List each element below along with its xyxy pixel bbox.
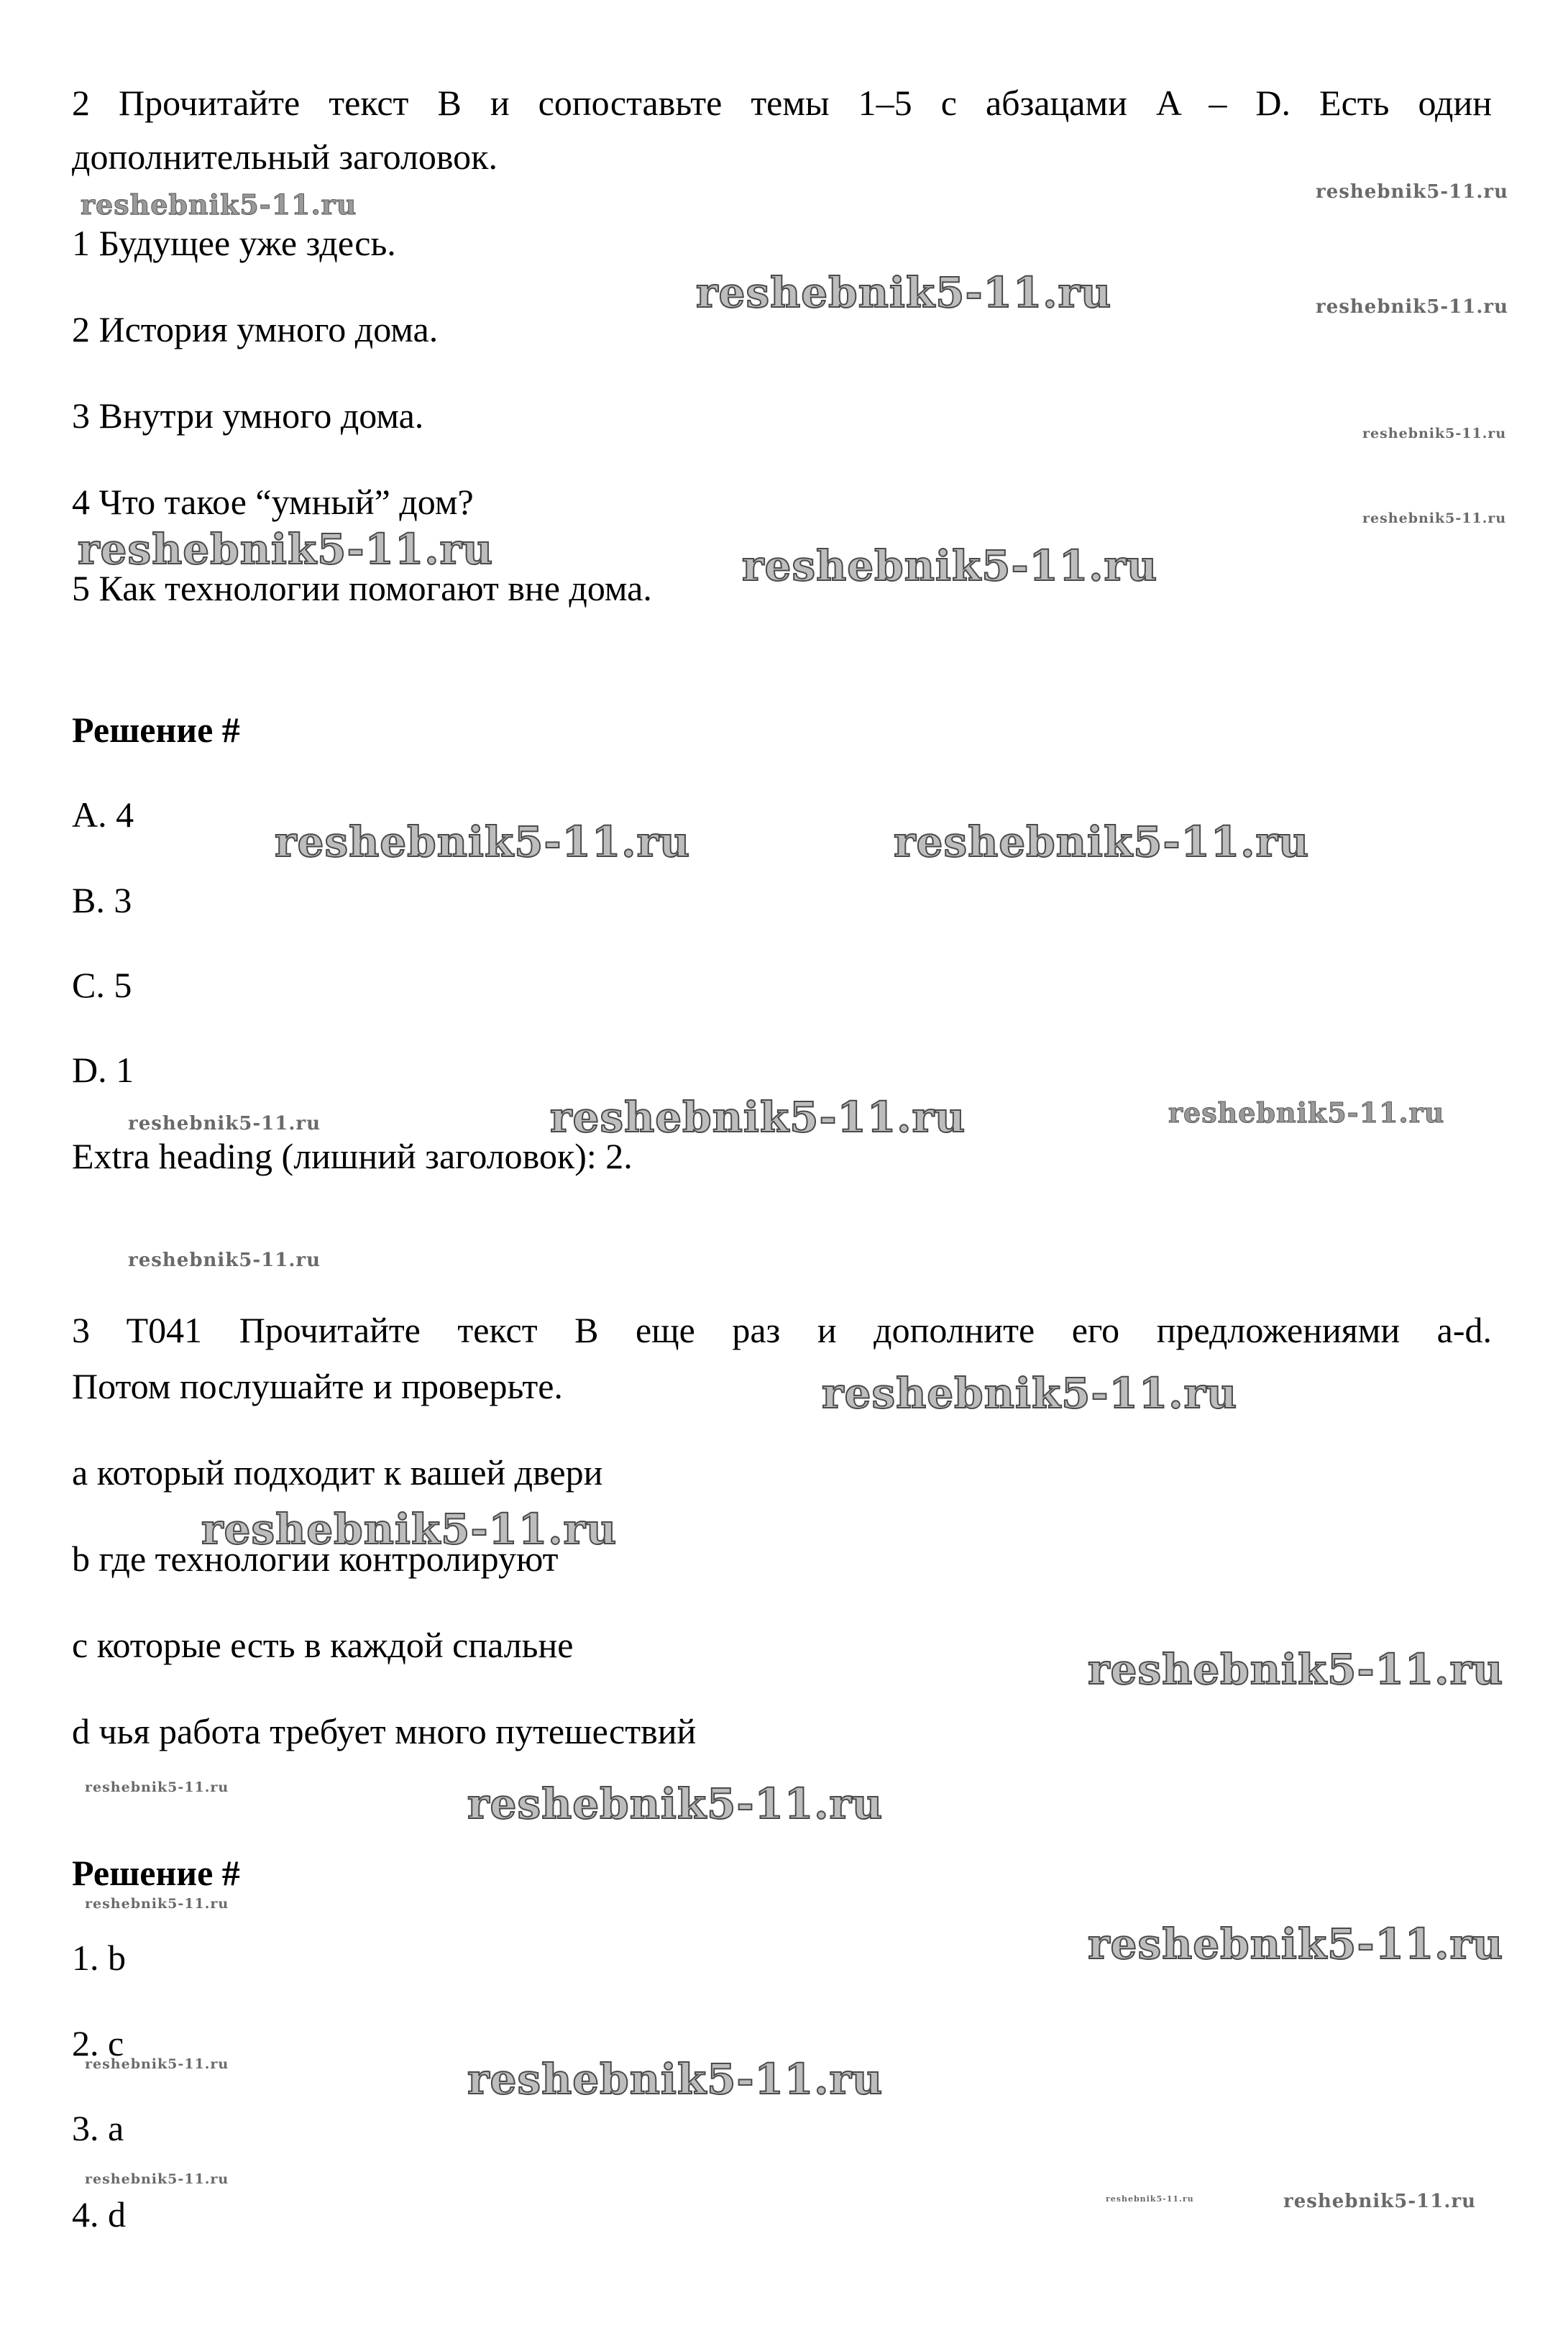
watermark: reshebnik5-11.ru	[78, 525, 494, 574]
watermark: reshebnik5-11.ru	[1316, 296, 1509, 318]
task3-option-b: b где технологии контролируют	[72, 1539, 559, 1579]
watermark: reshebnik5-11.ru	[85, 2056, 229, 2072]
task3-option-d: d чья работа требует много путешествий	[72, 1711, 697, 1751]
watermark: reshebnik5-11.ru	[128, 1250, 321, 1271]
task2-instruction-line1: 2 Прочитайте текст B и сопоставьте темы 1–5 с абзацами A – D. Есть один	[72, 83, 1492, 123]
watermark: reshebnik5-11.ru	[822, 1369, 1238, 1418]
watermark: reshebnik5-11.ru	[550, 1093, 966, 1142]
task2-topic-5: 5 Как технологии помогают вне дома.	[72, 568, 652, 608]
task2-answer-b: B. 3	[72, 880, 132, 920]
watermark: reshebnik5-11.ru	[81, 188, 357, 221]
watermark: reshebnik5-11.ru	[1316, 181, 1509, 203]
watermark: reshebnik5-11.ru	[85, 1779, 229, 1795]
watermark: reshebnik5-11.ru	[742, 541, 1158, 590]
task3-option-a: a который подходит к вашей двери	[72, 1452, 603, 1493]
watermark: reshebnik5-11.ru	[1106, 2194, 1194, 2204]
task2-topic-1: 1 Будущее уже здесь.	[72, 223, 396, 263]
watermark: reshebnik5-11.ru	[85, 1896, 229, 1912]
watermark: reshebnik5-11.ru	[1088, 1645, 1504, 1694]
watermark: reshebnik5-11.ru	[467, 2055, 884, 2104]
watermark: reshebnik5-11.ru	[1283, 2191, 1477, 2212]
watermark: reshebnik5-11.ru	[1362, 510, 1507, 526]
task2-topic-3: 3 Внутри умного дома.	[72, 395, 424, 436]
watermark: reshebnik5-11.ru	[85, 2171, 229, 2187]
task3-answer-3: 3. a	[72, 2108, 124, 2148]
watermark: reshebnik5-11.ru	[1362, 426, 1507, 441]
watermark: reshebnik5-11.ru	[696, 268, 1112, 317]
task2-extra-heading: Extra heading (лишний заголовок): 2.	[72, 1136, 633, 1176]
task3-answer-1: 1. b	[72, 1938, 126, 1978]
task3-instruction-line1: 3 T041 Прочитайте текст B еще раз и дополните его предложениями a-d.	[72, 1310, 1492, 1350]
watermark: reshebnik5-11.ru	[275, 817, 691, 866]
task2-topic-4: 4 Что такое “умный” дом?	[72, 482, 474, 522]
watermark: reshebnik5-11.ru	[1088, 1920, 1504, 1969]
task3-solution-heading: Решение #	[72, 1853, 240, 1893]
task2-instruction-line2: дополнительный заголовок.	[72, 137, 498, 177]
task2-answer-c: C. 5	[72, 965, 132, 1005]
watermark: reshebnik5-11.ru	[128, 1113, 321, 1135]
task3-answer-2: 2. c	[72, 2023, 124, 2063]
task3-instruction-line2: Потом послушайте и проверьте.	[72, 1366, 563, 1406]
task2-answer-a: A. 4	[72, 794, 134, 835]
watermark: reshebnik5-11.ru	[467, 1779, 884, 1828]
watermark: reshebnik5-11.ru	[1168, 1096, 1445, 1129]
task3-answer-4: 4. d	[72, 2194, 126, 2235]
task2-solution-heading: Решение #	[72, 710, 240, 750]
task2-answer-d: D. 1	[72, 1050, 134, 1090]
watermark: reshebnik5-11.ru	[894, 817, 1310, 866]
task3-option-c: c которые есть в каждой спальне	[72, 1625, 574, 1665]
task2-topic-2: 2 История умного дома.	[72, 309, 439, 349]
watermark: reshebnik5-11.ru	[201, 1505, 618, 1554]
